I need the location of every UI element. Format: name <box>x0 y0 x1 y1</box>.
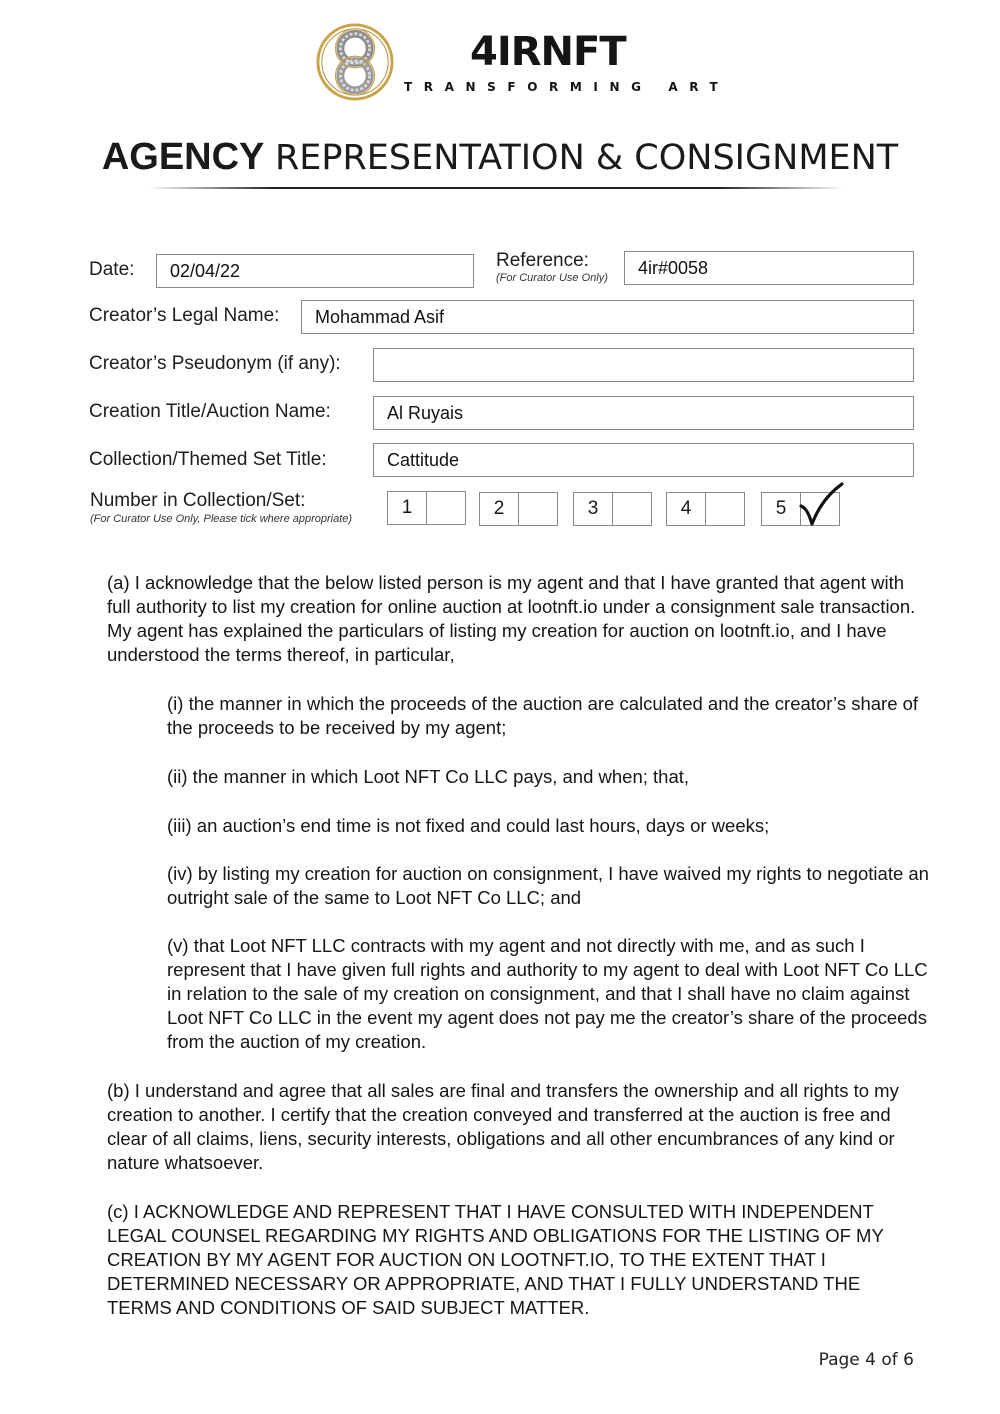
brand-tagline: TRANSFORMING ART <box>404 80 730 94</box>
collection-field[interactable]: Cattitude <box>373 443 914 477</box>
pseudonym-field[interactable] <box>373 348 914 382</box>
paragraph-a: (a) I acknowledge that the below listed person is my agent and that I have granted that agent with full authority to list my creation for online auction at lootnft.io under a consignment sale transaction. My agent has explained the particulars of listing my creation for auction on lootnft.io, and I have understood the terms thereof, in particular, <box>107 572 916 665</box>
item-iv: (iv) by listing my creation for auction on consignment, I have waived my rights to negotiate an outright sale of the same to Loot NFT Co LLC; and <box>167 863 929 908</box>
tick-box[interactable] <box>613 493 651 525</box>
number-option-label: 2 <box>480 493 519 525</box>
item-ii: (ii) the manner in which Loot NFT Co LLC pays, and when; that, <box>167 766 690 787</box>
creation-title-label: Creation Title/Auction Name: <box>89 401 331 422</box>
reference-note: (For Curator Use Only) <box>496 272 608 284</box>
page-number: Page 4 of 6 <box>818 1350 914 1370</box>
tick-box[interactable] <box>706 493 744 525</box>
paragraph-c: (c) I ACKNOWLEDGE AND REPRESENT THAT I HAVE CONSULTED WITH INDEPENDENT LEGAL COUNSEL REGARDING MY RIGHTS AND OBLIGATIONS FOR THE LISTING OF MY CREATION BY MY AGENT FOR AUCTION ON LOOTNFT.IO, TO THE EXTENT THAT I DETERMINED NECESSARY OR APPROPRIATE, AND THAT I FULLY UNDERSTAND THE TERMS AND CONDITIONS OF SAID SUBJECT MATTER. <box>107 1201 884 1318</box>
number-option-3[interactable] <box>573 492 652 526</box>
legal-name-field[interactable]: Mohammad Asif <box>301 300 914 334</box>
document-title <box>0 134 1000 181</box>
number-note: (For Curator Use Only, Please tick where appropriate) <box>90 513 353 525</box>
number-option-label: 1 <box>388 492 427 524</box>
number-option-label: 5 <box>762 493 801 525</box>
collection-label: Collection/Themed Set Title: <box>89 449 327 470</box>
creation-title-field[interactable]: Al Ruyais <box>373 396 914 430</box>
reference-field[interactable]: 4ir#0058 <box>624 251 914 285</box>
number-option-label: 4 <box>667 493 706 525</box>
number-option-2[interactable] <box>479 492 558 526</box>
number-label: Number in Collection/Set: <box>90 490 306 511</box>
date-field[interactable]: 02/04/22 <box>156 254 474 288</box>
brand-logo-icon <box>316 22 394 102</box>
number-option-1[interactable] <box>387 491 466 525</box>
tick-box[interactable] <box>519 493 557 525</box>
date-label: Date: <box>89 259 135 280</box>
brand-name: 4IRNFT <box>470 29 626 75</box>
pseudonym-label: Creator’s Pseudonym (if any): <box>89 353 341 374</box>
document-title-rest: REPRESENTATION & CONSIGNMENT <box>274 138 899 178</box>
checkmark-icon <box>798 482 844 530</box>
number-option-label: 3 <box>574 493 613 525</box>
reference-label: Reference: <box>496 250 589 271</box>
item-v: (v) that Loot NFT LLC contracts with my agent and not directly with me, and as such I represent that I have given full rights and authority to my agent to deal with Loot NFT Co LLC in relation to the sale of my creation on consignment, and that I shall have no claim against Loot NFT Co LLC in the event my agent does not pay me the creator’s share of the proceeds from the auction of my creation. <box>167 935 928 1052</box>
item-i: (i) the manner in which the proceeds of the auction are calculated and the creator’s share of the proceeds to be received by my agent; <box>167 693 919 738</box>
legal-name-label: Creator’s Legal Name: <box>89 305 280 326</box>
item-iii: (iii) an auction’s end time is not fixed and could last hours, days or weeks; <box>167 815 770 836</box>
paragraph-b: (b) I understand and agree that all sales are final and transfers the ownership and all rights to my creation to another. I certify that the creation conveyed and transferred at the auction is free and clear of all claims, liens, security interests, obligations and all other encumbrances of any kind or nature whatsoever. <box>107 1080 899 1173</box>
number-option-4[interactable] <box>666 492 745 526</box>
document-title-bold: AGENCY <box>101 136 265 178</box>
title-divider <box>148 187 844 189</box>
tick-box[interactable] <box>427 492 465 524</box>
